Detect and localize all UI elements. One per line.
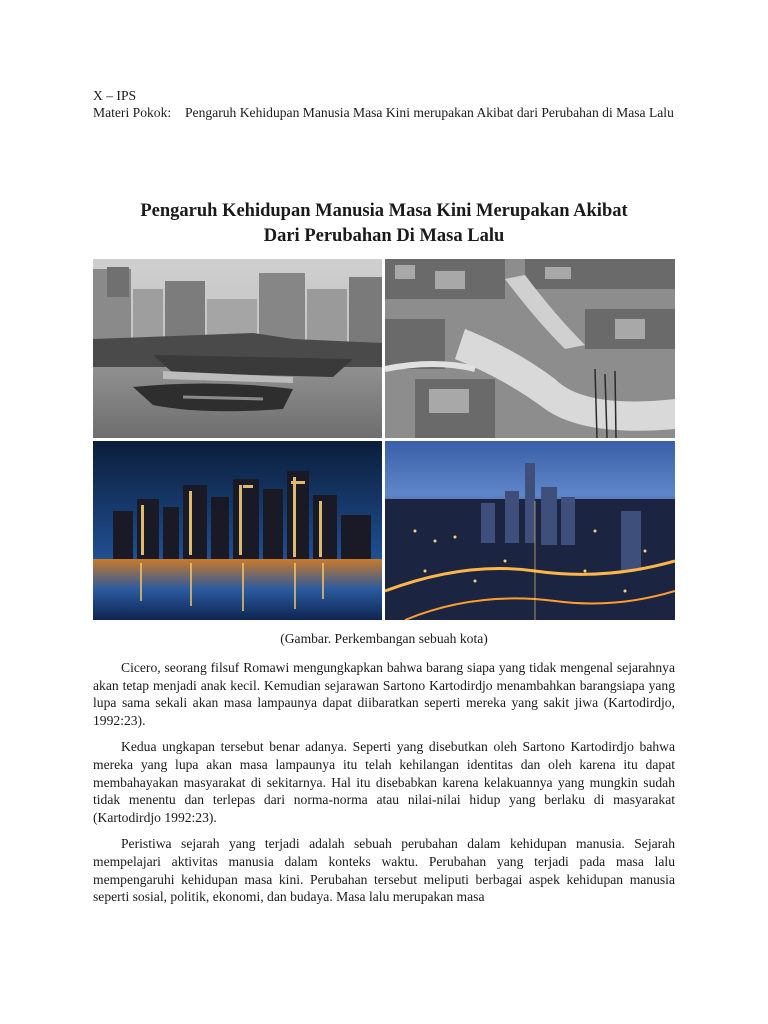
paragraph: Peristiwa sejarah yang terjadi adalah sebuah perubahan dalam kehidupan manusia. Sejarah mempelajari aktivitas manusia dalam konteks waktu. Perubahan yang terjadi pada masa lalu mempengaruhi kehidupan masa kini. Perubahan tersebut meliputi berbagai aspek kehidupan manusia seperti sosial, politik, ekonomi, dan budaya. Masa lalu merupakan masa bbox=[93, 836, 675, 905]
materi-pokok-value: Pengaruh Kehidupan Manusia Masa Kini merupakan Akibat dari Perubahan di Masa Lalu bbox=[185, 105, 674, 120]
title-line-1: Pengaruh Kehidupan Manusia Masa Kini Merupakan Akibat bbox=[140, 201, 628, 221]
figure-caption: (Gambar. Perkembangan sebuah kota) bbox=[280, 631, 488, 646]
body-text bbox=[93, 659, 675, 915]
city-photo-grid bbox=[93, 259, 675, 620]
materi-pokok-row bbox=[93, 104, 683, 121]
class-line: X – IPS bbox=[93, 88, 137, 103]
modern-aerial-city-photo bbox=[385, 441, 675, 620]
modern-skyline-photo bbox=[93, 441, 382, 620]
title-line-2: Dari Perubahan Di Masa Lalu bbox=[263, 226, 505, 246]
paragraph: Cicero, seorang filsuf Romawi mengungkapkan bahwa barang siapa yang tidak mengenal sejarahnya akan tetap menjadi anak kecil. Kemudian sejarawan Sartono Kartodirdjo menambahkan barangsiapa yang lupa sama sekali akan masa lampaunya dapat diibaratkan seperti mereka yang sakit jiwa (Kartodirdjo, 1992:23). bbox=[93, 660, 675, 728]
old-river-city-photo bbox=[385, 259, 675, 438]
old-harbor-photo bbox=[93, 259, 382, 438]
document-title bbox=[93, 199, 675, 249]
materi-pokok-label: Materi Pokok: bbox=[93, 105, 172, 120]
paragraph: Kedua ungkapan tersebut benar adanya. Seperti yang disebutkan oleh Sartono Kartodirdjo bahwa mereka yang lupa akan masa lampaunya itu telah kehilangan identitas dan oleh karena itu dapat membahayakan masyarakat di sekitarnya. Hal itu disebabkan karena kelakuannya yang mungkin sudah tidak menentu dan terlepas dari norma-norma atau nilai-nilai hidup yang berlaku di masyarakat (Kartodirdjo 1992:23). bbox=[93, 739, 675, 825]
document-header bbox=[93, 87, 683, 121]
